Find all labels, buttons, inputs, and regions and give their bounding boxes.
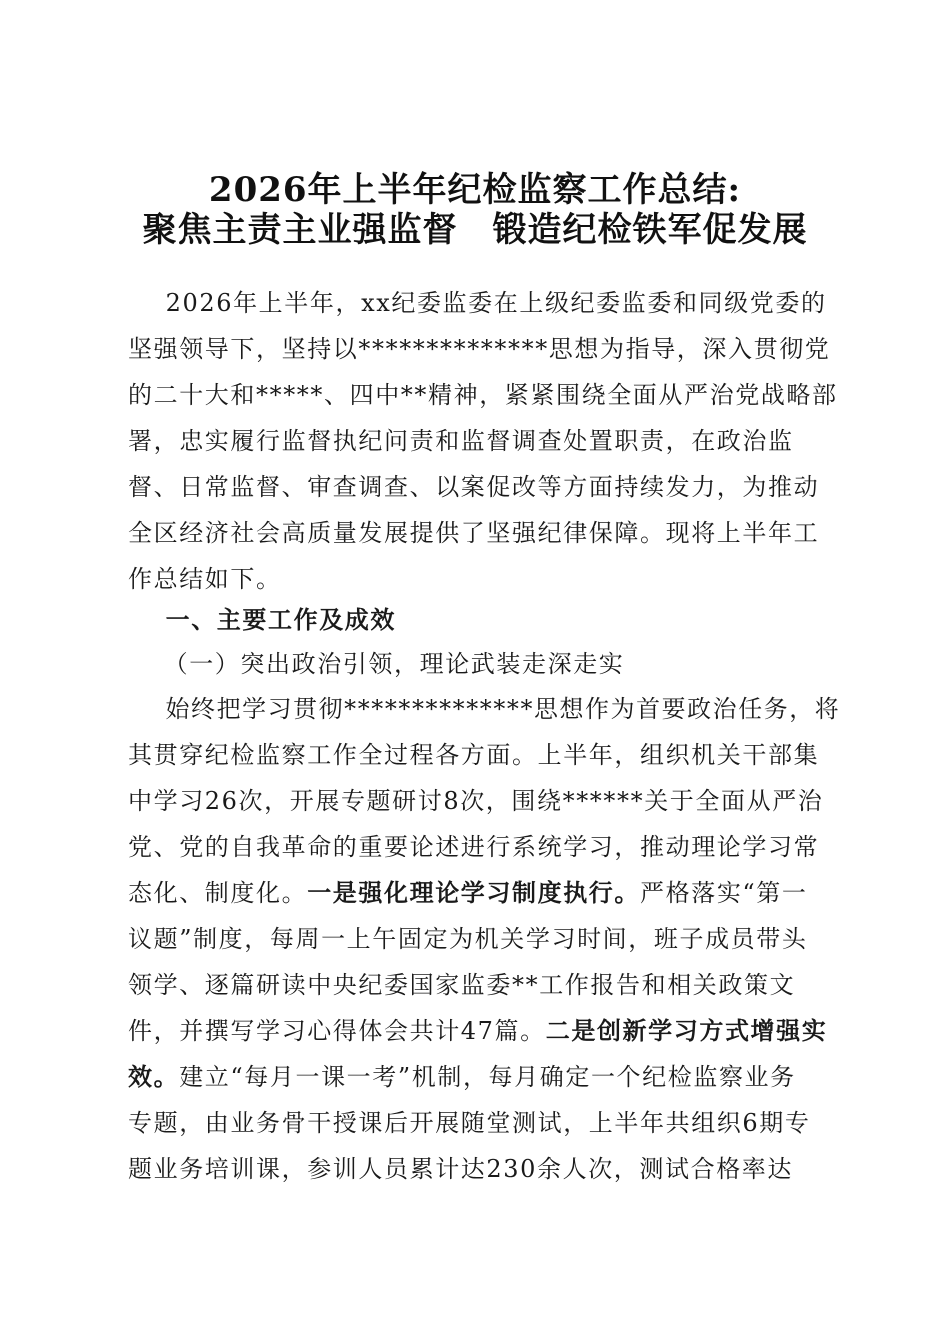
document-title: [100, 170, 850, 250]
body-line: [128, 1061, 796, 1093]
intro-line: 2026年上半年，xx纪委监委在上级纪委监委和同级党委的: [140, 289, 827, 317]
intro-line: 的二十大和*****、四中**精神，紧紧围绕全面从严治党战略部: [128, 381, 838, 409]
body-line: 专题，由业务骨干授课后开展随堂测试，上半年共组织6期专: [128, 1109, 811, 1137]
intro-line: 署，忠实履行监督执纪问责和监督调查处置职责，在政治监: [128, 427, 794, 455]
title-line-1: 2026年上半年纪检监察工作总结:: [208, 170, 742, 210]
body-line: 议题”制度，每周一上午固定为机关学习时间，班子成员带头: [128, 925, 808, 953]
section-heading: 一、主要工作及成效: [140, 606, 396, 634]
emphasis-text: 一是强化理论学习制度执行。: [307, 879, 641, 907]
body-line: 中学习26次，开展专题研讨8次，围绕******关于全面从严治: [128, 787, 824, 815]
body-text: 态化、制度化。: [128, 879, 308, 907]
emphasis-text: 效。: [128, 1063, 180, 1091]
intro-line: 督、日常监督、审查调查、以案促改等方面持续发力，为推动: [128, 473, 820, 501]
body-line: 题业务培训课，参训人员累计达230余人次，测试合格率达: [128, 1155, 794, 1183]
body-line: 其贯穿纪检监察工作全过程各方面。上半年，组织机关干部集: [128, 741, 820, 769]
body-line: 领学、逐篇研读中央纪委国家监委**工作报告和相关政策文: [128, 971, 796, 999]
body-line: 始终把学习贯彻**************思想作为首要政治任务，将: [140, 695, 841, 723]
intro-line: 坚强领导下，坚持以**************思想为指导，深入贯彻党: [128, 335, 831, 363]
body-text: 建立“每月一课一考”机制，每月确定一个纪检监察业务: [179, 1063, 796, 1091]
subsection-heading: （一）突出政治引领，理论武装走深走实: [150, 650, 625, 678]
body-line: [128, 877, 808, 909]
emphasis-text: 二是创新学习方式增强实: [545, 1017, 828, 1045]
body-line: [128, 1015, 827, 1047]
body-text: 严格落实“第一: [640, 879, 808, 907]
body-line: 党、党的自我革命的重要论述进行系统学习，推动理论学习常: [128, 833, 820, 861]
body-text: 件，并撰写学习心得体会共计47篇。: [128, 1017, 546, 1045]
intro-line: 作总结如下。: [128, 565, 282, 593]
intro-line: 全区经济社会高质量发展提供了坚强纪律保障。现将上半年工: [128, 519, 820, 547]
title-line-2: 聚焦主责主业强监督 锻造纪检铁军促发展: [142, 210, 808, 250]
